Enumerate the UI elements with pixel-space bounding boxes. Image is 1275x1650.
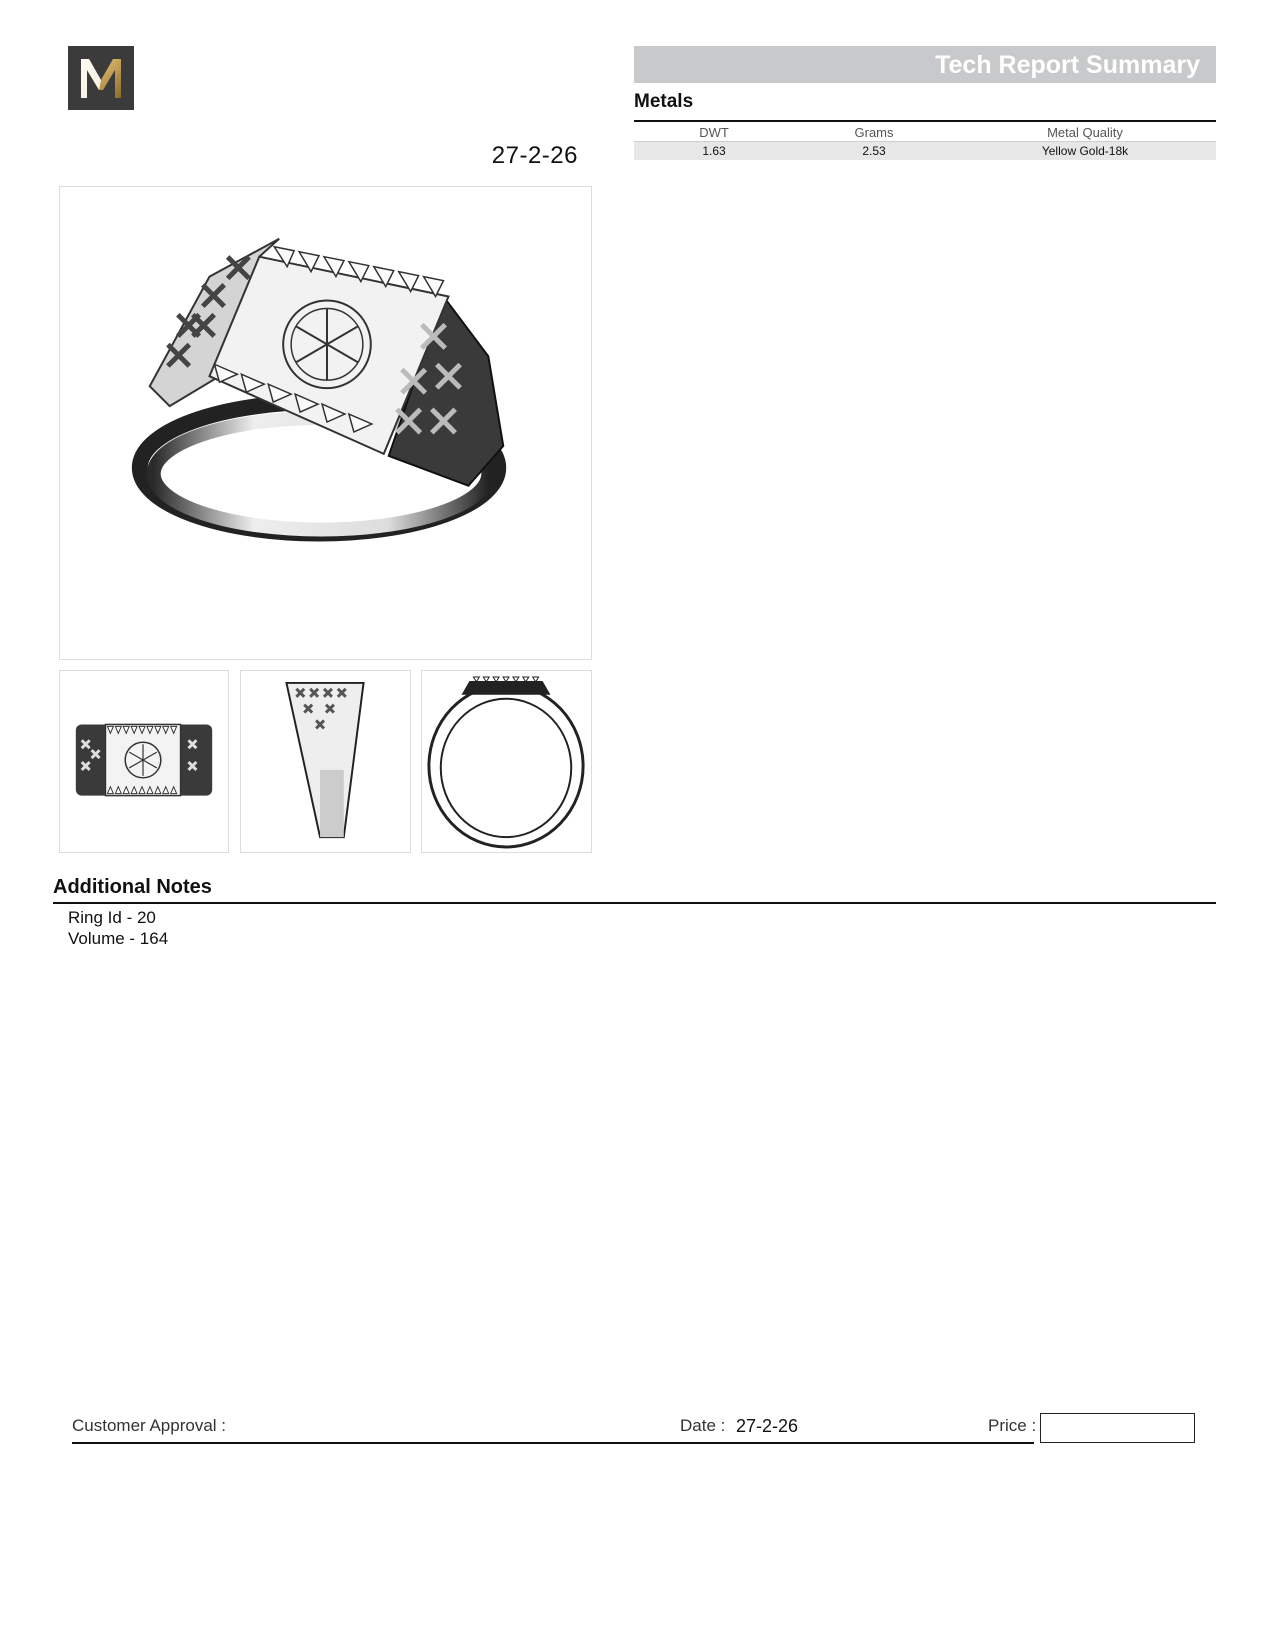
note-volume: Volume - 164 bbox=[68, 929, 169, 948]
cell-metal-quality: Yellow Gold-18k bbox=[954, 142, 1216, 161]
report-header-band bbox=[634, 46, 1216, 83]
column-header-grams: Grams bbox=[854, 124, 894, 140]
ring-perspective-render bbox=[60, 187, 591, 659]
metals-divider bbox=[634, 120, 1216, 122]
cell-grams: 2.53 bbox=[794, 142, 954, 161]
approval-date-label: Date : bbox=[680, 1416, 726, 1435]
metals-header-row bbox=[634, 123, 1216, 142]
brand-logo bbox=[68, 46, 134, 110]
ring-front-view bbox=[422, 671, 591, 852]
ring-top-view bbox=[60, 671, 228, 852]
table-row bbox=[634, 142, 1216, 161]
notes-divider bbox=[53, 902, 1216, 904]
approval-date-value: 27-2-26 bbox=[736, 1416, 799, 1436]
metals-section-title: Metals bbox=[634, 91, 694, 112]
column-header-metal-quality: Metal Quality bbox=[1047, 124, 1123, 140]
ring-main-image bbox=[59, 186, 592, 660]
column-header-dwt: DWT bbox=[699, 124, 729, 140]
ring-thumbnail-front bbox=[421, 670, 592, 853]
price-label: Price : bbox=[988, 1416, 1037, 1435]
report-title: Tech Report Summary bbox=[935, 51, 1200, 79]
ring-thumbnail-top bbox=[59, 670, 229, 853]
report-date: 27-2-26 bbox=[491, 142, 578, 169]
customer-approval-label: Customer Approval : bbox=[72, 1416, 227, 1435]
note-ring-id: Ring Id - 20 bbox=[68, 908, 156, 927]
metals-table bbox=[634, 123, 1216, 160]
notes-section-title: Additional Notes bbox=[53, 876, 212, 898]
price-field[interactable] bbox=[1040, 1413, 1195, 1443]
cell-dwt: 1.63 bbox=[634, 142, 794, 161]
m-logo-icon bbox=[68, 46, 134, 110]
approval-signature-line bbox=[72, 1442, 1034, 1444]
ring-side-view bbox=[241, 671, 410, 852]
ring-thumbnail-side bbox=[240, 670, 411, 853]
